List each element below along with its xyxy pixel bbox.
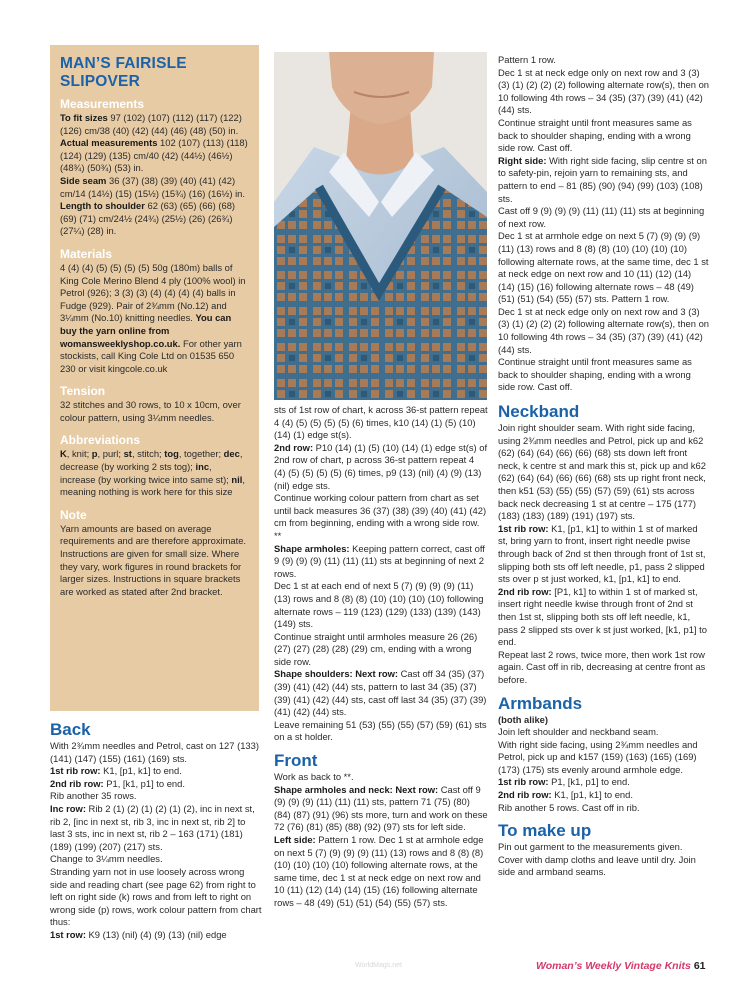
left-side-continue: Continue straight until front measures same as back to shoulder shaping, ending with a wrong side row. Cast off. — [498, 116, 692, 154]
make-up-text: Pin out garment to the measurements given. Cover with damp cloths and leave until dry. Join side and armband seams. — [498, 841, 696, 878]
neckband-rib-row-1: 1st rib row: K1, [p1, k1] to within 1 st of marked st, bring yarn to front, insert right needle pwise through back of 2nd st then through front of 1st st, slipping both sts off left needle, p1, pass 2 slipped sts over p st just worked, k1, [p1, k1] to end. — [498, 522, 706, 585]
back-rib-row-1: 1st rib row: K1, [p1, k1] to end. — [50, 765, 182, 777]
back-stranding: Stranding yarn not in use loosely across wrong side and reading chart (see page 62) from right to left on right side (k) rows and from left to right on wrong side (p) rows, work colour pattern from chart thus: — [50, 865, 262, 928]
side-seam: Side seam 36 (37) (38) (39) (40) (41) (42) cm/14 (14½) (15) (15½) (15¾) (16) (16½) in. — [60, 174, 245, 199]
back-first-row: 1st row: K9 (13) (nil) (4) (9) (13) (nil) edge — [50, 928, 227, 940]
tension-heading: Tension — [60, 384, 106, 399]
back-cast-on: With 2¾mm needles and Petrol, cast on 127 (133) (141) (147) (155) (161) (169) sts. — [50, 740, 259, 764]
materials-heading: Materials — [60, 246, 113, 261]
slipover-photo-illustration — [274, 52, 487, 400]
back-shape-shoulders: Shape shoulders: Next row: Cast off 34 (35) (37) (39) (41) (42) (44) sts, pattern to last 34 (35) (37) (39) (41) (42) (44) sts, cast off last 34 (35) (37) (39) (41) (42) (44) sts. — [274, 668, 487, 718]
armbands-pick-up: With right side facing, using 2¾mm needles and Petrol, pick up and k157 (159) (163) (165) (169) (173) (175) sts evenly around armhole edge. — [498, 738, 698, 775]
magazine-name: Woman’s Weekly Vintage Knits — [536, 960, 691, 972]
right-side-continue: Continue straight until front measures same as back to shoulder shaping, ending with a wrong side row. Cast off. — [498, 356, 692, 393]
page-footer — [536, 960, 706, 972]
back-shape-armholes: Shape armholes: Keeping pattern correct, cast off 9 (9) (9) (9) (11) (11) (11) sts at beginning of next 2 rows. — [274, 542, 485, 579]
right-column — [498, 54, 710, 879]
neckband-heading: Neckband — [498, 402, 580, 422]
back-change-needles: Change to 3¼mm needles. — [50, 853, 163, 865]
back-inc-row: Inc row: Rib 2 (1) (2) (1) (2) (1) (2), inc in next st, rib 2, [inc in next st, rib 3, inc in next st, rib 2] to last 3 sts, inc in next st, rib 2 – 163 (171) (181) (189) (199) (207) (217) sts. — [50, 802, 255, 852]
back-rib-row-2: 2nd rib row: P1, [k1, p1] to end. — [50, 777, 185, 789]
front-right-side: Right side: With right side facing, slip centre st on to safety-pin, rejoin yarn to remaining sts, and pattern to end – 81 (85) (90) (94) (99) (103) (108) sts. — [498, 154, 707, 204]
neckband-repeat: Repeat last 2 rows, twice more, then work 1st row again. Cast off in rib, decreasing at centre front as before. — [498, 648, 706, 685]
left-side-dec-neck: Dec 1 st at neck edge only on next row and 3 (3) (3) (1) (2) (2) (2) following alternate row(s), then on 10 following 4th rows – 34 (35) (37) (39) (41) (42) (44) sts. — [498, 66, 710, 116]
neckband-pick-up: Join right shoulder seam. With right side facing, using 2¾mm needles and Petrol, pick up and k62 (62) (64) (64) (66) (66) (68) sts down left front neck, k centre st and mark this st, pick up and k62 (62) (64) (64) (66) (66) (68) sts up right front neck, then k51 (53) (55) (55) (57) (59) (61) sts across back neck decreasing 1 st at centre – 175 (177) (183) (183) (189) (191) (197) sts. — [498, 422, 706, 522]
front-shape-armholes-neck: Shape armholes and neck: Next row: Cast off 9 (9) (9) (9) (11) (11) (11) sts, pattern 71 (75) (80) (84) (87) (91) (96) sts more, turn and work on these 72 (76) (81) (85) (88) (92) (97) sts for left side. — [274, 783, 488, 833]
info-sidebar — [50, 45, 259, 711]
materials-text: 4 (4) (4) (5) (5) (5) (5) 50g (180m) balls of King Cole Merino Blend 4 ply (100% wool) in Petrol (926); 3 (3) (3) (4) (4) (4) (4) balls in Fudge (929). Pair of 2¾mm (No.12) and 3¼mm (No.10) knitting needles. You can buy the yarn online from womansweeklyshop.co.uk. For other yarn stockists, call King Cole Ltd on 01535 650 230 or visit kingcole.co.uk — [60, 261, 246, 374]
length-to-shoulder: Length to shoulder 62 (63) (65) (66) (68) (69) (71) cm/24½ (24¾) (25½) (26) (26¾) (27¼) (28) in. — [60, 200, 236, 237]
back-heading: Back — [50, 720, 91, 739]
back-dec: Dec 1 st at each end of next 5 (7) (9) (9) (9) (11) (13) rows and 8 (8) (8) (10) (10) (10) (10) following alternate rows – 119 (123) (129) (133) (139) (143) (149) sts. — [274, 580, 484, 630]
armbands-rib-row-1: 1st rib row: P1, [k1, p1] to end. — [498, 776, 630, 788]
model-photo — [274, 52, 487, 400]
page-title: MAN’S FAIRISLE SLIPOVER — [60, 55, 187, 90]
back-continue-armholes: Continue straight until armholes measure 26 (26) (27) (27) (28) (28) (29) cm, ending with a wrong side row. — [274, 630, 478, 667]
front-heading: Front — [274, 751, 318, 771]
armbands-heading: Armbands — [498, 693, 583, 713]
make-up-heading: To make up — [498, 821, 592, 841]
right-side-cast-off: Cast off 9 (9) (9) (9) (11) (11) (11) sts at beginning of next row. — [498, 205, 705, 229]
watermark: WorldMags.net — [355, 962, 402, 969]
actual-measurements: Actual measurements 102 (107) (113) (118) (124) (129) (135) cm/40 (42) (44½) (46½) (48¾) (50¾) (53) in. — [60, 137, 248, 174]
note-text: Yarn amounts are based on average requirements and are therefore approximate. Instructions are given for small size. Where they vary, work figures in round brackets for larger sizes. Instructions in square brackets are worked as stated after 2nd bracket. — [60, 522, 247, 597]
measurements-heading: Measurements — [60, 97, 145, 111]
back-rib-another: Rib another 35 rows. — [50, 790, 137, 802]
back-first-row-cont: sts of 1st row of chart, k across 36-st pattern repeat 4 (4) (5) (5) (5) (5) (6) times, k10 (14) (1) (5) (10) (14) (1) edge st(s). — [274, 404, 488, 441]
front-left-side: Left side: Pattern 1 row. Dec 1 st at armhole edge on next 5 (7) (9) (9) (9) (11) (13) rows and 8 (8) (8) (10) (10) (10) (10) following alternate rows, at the same time, dec 1 st at neck edge on next row and 10 (11) (12) (14) (14) (15) (16) following alternate rows – 48 (49) (51) (51) (54) (55) (57) sts. — [274, 834, 484, 908]
back-second-row: 2nd row: P10 (14) (1) (5) (10) (14) (1) edge st(s) of 2nd row of chart, p across 36-st pattern repeat 4 (4) (5) (5) (5) (5) (6) times, p9 (13) (nil) (4) (9) (13) (nil) edge sts. — [274, 441, 488, 491]
back-leave-sts: Leave remaining 51 (53) (55) (55) (57) (59) (61) sts on a st holder. — [274, 718, 487, 743]
abbreviations-heading: Abbreviations — [60, 433, 141, 448]
neckband-rib-row-2: 2nd rib row: [P1, k1] to within 1 st of marked st, insert right needle kwise through front of 2nd st then 1st st, slipping both sts off left needle, k1, pass 2 slipped sts over k st just worked, [k1, p1] to end. — [498, 585, 707, 648]
left-side-pattern-row: Pattern 1 row. — [498, 54, 556, 65]
tension-text: 32 stitches and 30 rows, to 10 x 10cm, over colour pattern, using 3¼mm needles. — [60, 399, 241, 423]
armbands-join: Join left shoulder and neckband seam. — [498, 726, 659, 738]
middle-column — [274, 404, 488, 910]
fit-sizes: To fit sizes 97 (102) (107) (112) (117) (122) (126) cm/38 (40) (42) (44) (46) (48) (50) in. — [60, 112, 242, 136]
page-number: 61 — [693, 960, 706, 972]
armbands-subheading: (both alike) — [498, 713, 549, 725]
right-side-dec-neck: Dec 1 st at neck edge only on next row and 3 (3) (3) (1) (2) (2) (2) following alternate row(s), then on 10 following 4th rows – 34 (35) (37) (39) (41) (42) (44) sts. — [498, 305, 710, 355]
abbreviations-text: K, knit; p, purl; st, stitch; tog, together; dec, decrease (by working 2 sts tog); inc, increase (by working twice into same st); nil, meaning nothing is work here for this size — [60, 448, 245, 498]
right-side-dec: Dec 1 st at armhole edge on next 5 (7) (9) (9) (9) (11) (13) rows and 8 (8) (8) (10) (10) (10) (10) following alternate rows, at the same time, dec 1 st at neck edge on next row and 10 (11) (12) (14) (14) (15) (16) following alternate rows – 48 (49) (51) (51) (54) (55) (57) sts. Pattern 1 row. — [498, 230, 709, 305]
back-section — [50, 720, 262, 942]
armbands-rib-row-2: 2nd rib row: K1, [p1, k1] to end. — [498, 789, 633, 801]
back-continue: Continue working colour pattern from chart as set until back measures 36 (37) (38) (39) (40) (41) (42) cm from beginning, ending with a wrong side row. ** — [274, 492, 487, 541]
armbands-rib-another: Rib another 5 rows. Cast off in rib. — [498, 801, 640, 813]
front-work-as-back: Work as back to **. — [274, 771, 354, 783]
note-heading: Note — [60, 507, 87, 522]
